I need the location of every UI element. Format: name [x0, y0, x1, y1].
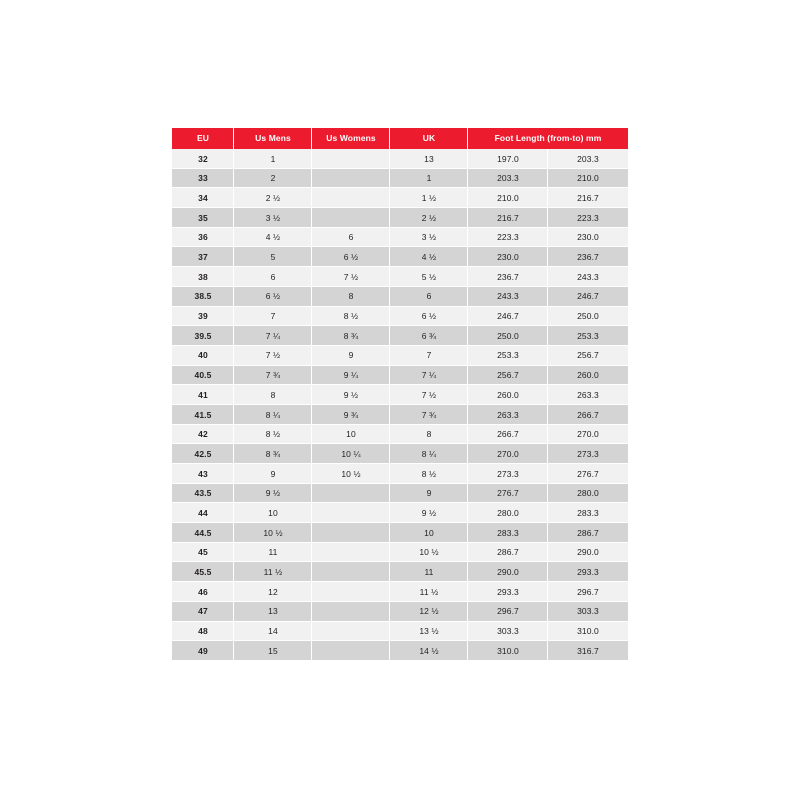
table-row: [172, 503, 628, 523]
cell-us-womens: 9 ¼: [312, 366, 390, 386]
table-row: [172, 267, 628, 287]
cell-uk: 10 ½: [390, 543, 468, 563]
cell-from: 283.3: [468, 523, 548, 543]
cell-uk: 8 ¼: [390, 444, 468, 464]
cell-us-mens: 10 ½: [234, 523, 312, 543]
cell-eu: 43.5: [172, 484, 234, 504]
cell-to: 256.7: [548, 346, 628, 366]
table-row: [172, 385, 628, 405]
table-row: [172, 562, 628, 582]
cell-uk: 7 ¾: [390, 405, 468, 425]
cell-uk: 11: [390, 562, 468, 582]
cell-to: 210.0: [548, 169, 628, 189]
cell-eu: 32: [172, 149, 234, 169]
cell-from: 256.7: [468, 366, 548, 386]
cell-to: 280.0: [548, 484, 628, 504]
cell-from: 296.7: [468, 602, 548, 622]
cell-uk: 10: [390, 523, 468, 543]
cell-to: 203.3: [548, 149, 628, 169]
cell-us-mens: 13: [234, 602, 312, 622]
table-row: [172, 622, 628, 642]
table-row: [172, 543, 628, 563]
cell-eu: 33: [172, 169, 234, 189]
cell-from: 203.3: [468, 169, 548, 189]
cell-us-mens: 7 ½: [234, 346, 312, 366]
cell-eu: 43: [172, 464, 234, 484]
cell-eu: 42: [172, 425, 234, 445]
cell-uk: 2 ½: [390, 208, 468, 228]
cell-to: 253.3: [548, 326, 628, 346]
cell-eu: 44.5: [172, 523, 234, 543]
column-header-uk: UK: [390, 128, 468, 149]
cell-from: 223.3: [468, 228, 548, 248]
cell-us-mens: 1: [234, 149, 312, 169]
cell-eu: 39: [172, 307, 234, 327]
cell-eu: 35: [172, 208, 234, 228]
cell-eu: 48: [172, 622, 234, 642]
cell-eu: 37: [172, 247, 234, 267]
cell-us-mens: 5: [234, 247, 312, 267]
cell-us-mens: 7 ¾: [234, 366, 312, 386]
cell-from: 270.0: [468, 444, 548, 464]
table-row: [172, 405, 628, 425]
cell-to: 276.7: [548, 464, 628, 484]
cell-to: 283.3: [548, 503, 628, 523]
cell-eu: 46: [172, 582, 234, 602]
cell-us-womens: [312, 188, 390, 208]
column-header-us-mens: Us Mens: [234, 128, 312, 149]
cell-eu: 41.5: [172, 405, 234, 425]
table-row: [172, 208, 628, 228]
cell-to: 296.7: [548, 582, 628, 602]
cell-eu: 41: [172, 385, 234, 405]
cell-us-mens: 15: [234, 641, 312, 661]
cell-to: 270.0: [548, 425, 628, 445]
cell-eu: 38.5: [172, 287, 234, 307]
size-chart-container: [172, 128, 628, 661]
cell-us-womens: 6: [312, 228, 390, 248]
table-row: [172, 366, 628, 386]
cell-us-womens: [312, 622, 390, 642]
cell-us-mens: 7 ¼: [234, 326, 312, 346]
cell-eu: 45: [172, 543, 234, 563]
cell-eu: 40: [172, 346, 234, 366]
cell-us-womens: [312, 641, 390, 661]
table-row: [172, 247, 628, 267]
cell-eu: 42.5: [172, 444, 234, 464]
cell-us-mens: 4 ½: [234, 228, 312, 248]
cell-us-mens: 9 ½: [234, 484, 312, 504]
cell-to: 263.3: [548, 385, 628, 405]
cell-uk: 9 ½: [390, 503, 468, 523]
table-header: [172, 128, 628, 149]
cell-from: 263.3: [468, 405, 548, 425]
cell-uk: 6 ½: [390, 307, 468, 327]
cell-to: 286.7: [548, 523, 628, 543]
cell-eu: 49: [172, 641, 234, 661]
cell-us-mens: 8 ¼: [234, 405, 312, 425]
cell-from: 293.3: [468, 582, 548, 602]
cell-us-mens: 6 ½: [234, 287, 312, 307]
cell-from: 303.3: [468, 622, 548, 642]
cell-us-womens: 10: [312, 425, 390, 445]
cell-eu: 40.5: [172, 366, 234, 386]
cell-us-womens: [312, 582, 390, 602]
cell-eu: 34: [172, 188, 234, 208]
cell-us-mens: 11 ½: [234, 562, 312, 582]
cell-from: 276.7: [468, 484, 548, 504]
cell-from: 286.7: [468, 543, 548, 563]
cell-to: 236.7: [548, 247, 628, 267]
cell-from: 266.7: [468, 425, 548, 445]
cell-to: 250.0: [548, 307, 628, 327]
cell-us-womens: 8 ¾: [312, 326, 390, 346]
cell-us-mens: 6: [234, 267, 312, 287]
cell-us-mens: 2 ½: [234, 188, 312, 208]
cell-us-womens: 10 ¼: [312, 444, 390, 464]
cell-us-womens: [312, 523, 390, 543]
cell-us-mens: 2: [234, 169, 312, 189]
column-header-eu: EU: [172, 128, 234, 149]
table-row: [172, 188, 628, 208]
cell-uk: 1 ½: [390, 188, 468, 208]
cell-to: 260.0: [548, 366, 628, 386]
cell-uk: 4 ½: [390, 247, 468, 267]
cell-uk: 13 ½: [390, 622, 468, 642]
table-row: [172, 602, 628, 622]
cell-us-womens: [312, 543, 390, 563]
cell-eu: 39.5: [172, 326, 234, 346]
cell-us-womens: 8: [312, 287, 390, 307]
cell-eu: 47: [172, 602, 234, 622]
cell-us-mens: 10: [234, 503, 312, 523]
table-row: [172, 582, 628, 602]
cell-us-womens: 6 ½: [312, 247, 390, 267]
cell-us-mens: 8: [234, 385, 312, 405]
cell-from: 230.0: [468, 247, 548, 267]
cell-eu: 36: [172, 228, 234, 248]
cell-to: 223.3: [548, 208, 628, 228]
cell-to: 243.3: [548, 267, 628, 287]
cell-from: 253.3: [468, 346, 548, 366]
cell-from: 280.0: [468, 503, 548, 523]
cell-uk: 5 ½: [390, 267, 468, 287]
cell-from: 216.7: [468, 208, 548, 228]
table-row: [172, 287, 628, 307]
cell-uk: 9: [390, 484, 468, 504]
cell-us-womens: 9: [312, 346, 390, 366]
table-row: [172, 523, 628, 543]
cell-us-womens: [312, 149, 390, 169]
cell-to: 293.3: [548, 562, 628, 582]
cell-us-womens: [312, 169, 390, 189]
shoe-size-conversion-table: [172, 128, 628, 661]
cell-uk: 8: [390, 425, 468, 445]
cell-uk: 1: [390, 169, 468, 189]
column-header-foot-length: Foot Length (from-to) mm: [468, 128, 628, 149]
table-header-row: [172, 128, 628, 149]
cell-to: 273.3: [548, 444, 628, 464]
cell-from: 250.0: [468, 326, 548, 346]
cell-us-womens: [312, 602, 390, 622]
cell-uk: 13: [390, 149, 468, 169]
cell-us-mens: 11: [234, 543, 312, 563]
cell-to: 230.0: [548, 228, 628, 248]
table-row: [172, 346, 628, 366]
cell-eu: 38: [172, 267, 234, 287]
cell-uk: 7: [390, 346, 468, 366]
cell-us-womens: 9 ½: [312, 385, 390, 405]
cell-to: 216.7: [548, 188, 628, 208]
table-row: [172, 326, 628, 346]
cell-uk: 11 ½: [390, 582, 468, 602]
cell-us-womens: 10 ½: [312, 464, 390, 484]
cell-from: 197.0: [468, 149, 548, 169]
table-row: [172, 169, 628, 189]
cell-eu: 45.5: [172, 562, 234, 582]
table-row: [172, 444, 628, 464]
cell-us-mens: 9: [234, 464, 312, 484]
cell-from: 210.0: [468, 188, 548, 208]
table-row: [172, 641, 628, 661]
cell-from: 260.0: [468, 385, 548, 405]
table-row: [172, 307, 628, 327]
cell-from: 246.7: [468, 307, 548, 327]
cell-from: 290.0: [468, 562, 548, 582]
cell-to: 316.7: [548, 641, 628, 661]
cell-uk: 3 ½: [390, 228, 468, 248]
cell-from: 273.3: [468, 464, 548, 484]
cell-from: 243.3: [468, 287, 548, 307]
cell-us-mens: 12: [234, 582, 312, 602]
cell-to: 266.7: [548, 405, 628, 425]
cell-from: 310.0: [468, 641, 548, 661]
cell-us-womens: [312, 208, 390, 228]
table-row: [172, 484, 628, 504]
cell-uk: 12 ½: [390, 602, 468, 622]
cell-uk: 7 ¼: [390, 366, 468, 386]
cell-us-mens: 3 ½: [234, 208, 312, 228]
cell-us-mens: 7: [234, 307, 312, 327]
cell-us-womens: [312, 503, 390, 523]
cell-us-womens: [312, 562, 390, 582]
cell-to: 310.0: [548, 622, 628, 642]
cell-uk: 7 ½: [390, 385, 468, 405]
table-body: [172, 149, 628, 661]
table-row: [172, 228, 628, 248]
table-row: [172, 425, 628, 445]
cell-us-womens: 8 ½: [312, 307, 390, 327]
cell-uk: 6: [390, 287, 468, 307]
cell-uk: 8 ½: [390, 464, 468, 484]
cell-to: 246.7: [548, 287, 628, 307]
column-header-us-womens: Us Womens: [312, 128, 390, 149]
cell-uk: 14 ½: [390, 641, 468, 661]
table-row: [172, 149, 628, 169]
cell-us-mens: 8 ¾: [234, 444, 312, 464]
cell-us-womens: [312, 484, 390, 504]
cell-us-womens: 7 ½: [312, 267, 390, 287]
table-row: [172, 464, 628, 484]
cell-uk: 6 ¾: [390, 326, 468, 346]
cell-us-mens: 8 ½: [234, 425, 312, 445]
cell-us-mens: 14: [234, 622, 312, 642]
cell-us-womens: 9 ¾: [312, 405, 390, 425]
cell-eu: 44: [172, 503, 234, 523]
cell-to: 290.0: [548, 543, 628, 563]
cell-to: 303.3: [548, 602, 628, 622]
cell-from: 236.7: [468, 267, 548, 287]
